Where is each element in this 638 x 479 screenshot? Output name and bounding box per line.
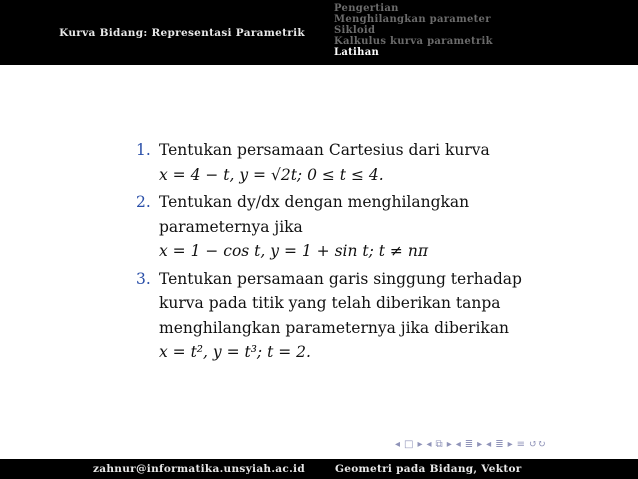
exercise-number: 3. [136, 269, 151, 288]
nav-kalkulus-kurva-parametrik[interactable]: Kalkulus kurva parametrik [334, 36, 493, 47]
exercise-text: kurva pada titik yang telah diberikan tanpa [159, 294, 501, 312]
course-title: Geometri pada Bidang, Vektor [335, 463, 522, 475]
exercise-math: x = 4 − t, y = √2t; 0 ≤ t ≤ 4. [159, 165, 384, 184]
exercise-list [136, 138, 556, 365]
next-frame-icon[interactable]: ▸ [446, 439, 452, 450]
exercise-text: menghilangkan parameternya jika diberikan [159, 318, 510, 337]
slide-content [136, 138, 556, 368]
footer-bar [0, 459, 638, 479]
exercise-number: 1. [136, 141, 151, 159]
exercise-text: parameternya jika [159, 217, 303, 236]
exercise-item [136, 190, 556, 264]
prev-section-icon[interactable]: ◂ [486, 439, 492, 450]
nav-pengertian[interactable]: Pengertian [334, 3, 399, 14]
next-slide-icon[interactable]: ▸ [417, 439, 423, 450]
nav-menghilangkan-parameter[interactable]: Menghilangkan parameter [334, 14, 491, 25]
exercise-text: Tentukan dy/dx dengan menghilangkan [159, 193, 470, 211]
next-section-icon[interactable]: ▸ [507, 439, 513, 450]
exercise-text: Tentukan persamaan garis singgung terhadap [159, 269, 522, 288]
exercise-number: 2. [136, 193, 151, 211]
presentation-title: Kurva Bidang: Representasi Parametrik [59, 26, 305, 39]
beamer-navigation [395, 438, 633, 452]
toc-icon[interactable]: ≡ [516, 439, 526, 450]
author-email: zahnur@informatika.unsyiah.ac.id [92, 463, 305, 475]
exercise-item [136, 267, 556, 365]
prev-slide-icon[interactable]: ◂ [395, 439, 401, 450]
exercise-math: x = t², y = t³; t = 2. [159, 343, 311, 361]
slide-icon[interactable]: □ [404, 439, 414, 450]
nav-latihan[interactable]: Latihan [334, 47, 380, 58]
subsection-icon[interactable]: ≣ [464, 439, 474, 450]
header-bar [0, 0, 638, 65]
next-subsection-icon[interactable]: ▸ [477, 439, 483, 450]
exercise-text: Tentukan persamaan Cartesius dari kurva [159, 141, 490, 159]
exercise-item [136, 138, 556, 187]
nav-sikloid[interactable]: Sikloid [334, 25, 376, 36]
frame-icon[interactable]: ⧉ [435, 439, 443, 450]
search-back-forward-icon[interactable]: ↺↻ [529, 439, 546, 450]
prev-frame-icon[interactable]: ◂ [426, 439, 432, 450]
exercise-math: x = 1 − cos t, y = 1 + sin t; t ≠ nπ [159, 242, 429, 260]
section-icon[interactable]: ≣ [495, 439, 504, 450]
section-nav [319, 0, 638, 65]
prev-subsection-icon[interactable]: ◂ [455, 439, 461, 450]
